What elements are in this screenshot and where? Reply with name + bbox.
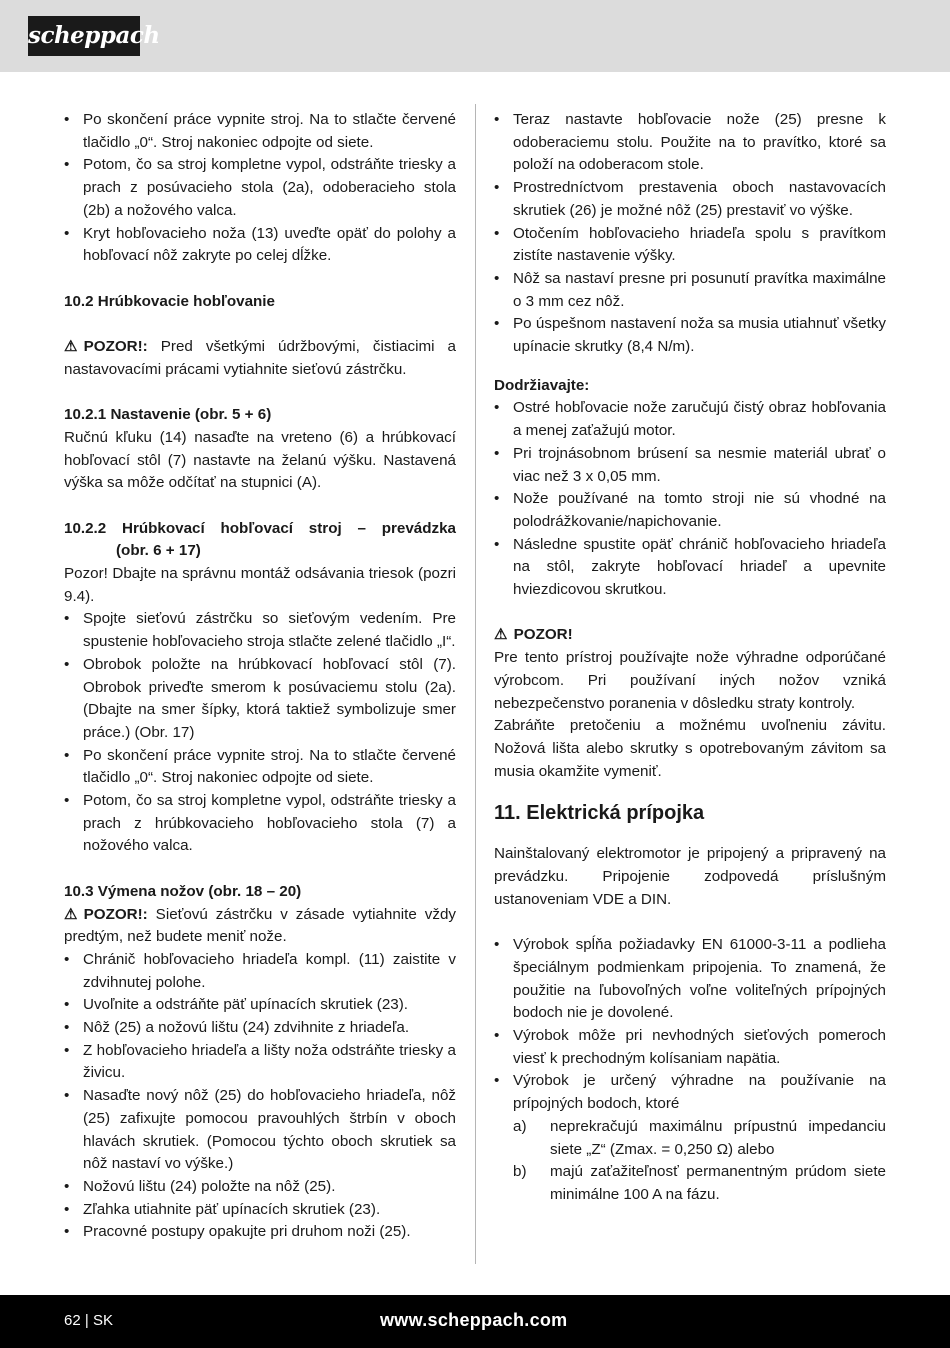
list-item: • Ostré hobľovacie nože zaručujú čistý obraz hobľovania a menej zaťažujú motor.	[494, 397, 886, 442]
heading-10-3: 10.3 Výmena nožov (obr. 18 – 20)	[64, 882, 302, 900]
list-item: • Pracovné postupy opakujte pri druhom noži (25).	[64, 1221, 456, 1244]
left-column	[64, 109, 456, 1244]
sub-item-text: majú zaťažiteľnosť permanentným prúdom siete minimálne 100 A na fázu.	[550, 1163, 886, 1203]
list-item: • Chránič hobľovacieho hriadeľa kompl. (11) zaistite v zdvihnutej polohe.	[64, 949, 456, 994]
warning-heading	[494, 624, 886, 647]
list-dodrziavajte	[494, 397, 886, 601]
website-link[interactable]: www.scheppach.com	[380, 1310, 568, 1330]
page-separator: |	[84, 1312, 89, 1329]
warning-label: POZOR!:	[83, 905, 148, 923]
list-item: • Výrobok je určený výhradne na používanie na prípojných bodoch, ktoré	[494, 1070, 886, 1115]
list-item: • Nasaďte nový nôž (25) do hobľovacieho hriadeľa, nôž (25) zafixujte pomocou pravouhlých štrbín v oboch hlavách skrutiek. (Pomocou týchto oboch skrutiek sa nôž nastaví vo výške.)	[64, 1085, 456, 1176]
list-item: • Zľahka utiahnite päť upínacích skrutiek (23).	[64, 1199, 456, 1222]
heading-word: –	[357, 519, 366, 537]
heading-dodrziavajte: Dodržiavajte:	[494, 376, 590, 394]
column-divider	[475, 104, 476, 1264]
list-item: • Výrobok spĺňa požiadavky EN 61000-3-11 a podlieha špeciálnym podmienkam pripojenia. To znamená, že použitie na ľubovoľných voľne voliteľných prípojných bodoch nie je dovolené.	[494, 934, 886, 1025]
warning-label: POZOR!	[513, 626, 573, 644]
heading-word: stroj	[308, 519, 342, 537]
list-item: • Potom, čo sa stroj kompletne vypol, odstráňte triesky a prach z posúvacieho stola (2a), odoberacieho stola (2b) a nožového valca.	[64, 154, 456, 222]
footer-bar	[0, 1295, 950, 1348]
list-item: • Nôž sa nastaví presne pri posunutí pravítka maximálne o 3 mm cez nôž.	[494, 268, 886, 313]
list-item: • Teraz nastavte hobľovacie nože (25) presne k odoberaciemu stolu. Použite na to pravítko, ktoré sa položí na odoberacom stole.	[494, 109, 886, 177]
sub-item-text: neprekračujú maximálnu prípustnú impedanciu siete „Z“ (Zmax. = 0,250 Ω) alebo	[550, 1117, 886, 1158]
brand-logo: scheppach	[28, 16, 140, 56]
list-adjust	[494, 109, 886, 359]
heading-word: prevádzka	[381, 519, 456, 537]
list-11	[494, 934, 886, 1116]
list-item: • Nožovú lištu (24) položte na nôž (25).	[64, 1176, 456, 1199]
warning-icon: ⚠	[64, 905, 78, 923]
header-bar	[0, 0, 950, 72]
list-10-3	[64, 949, 456, 1244]
warning-icon: ⚠	[64, 338, 78, 355]
sub-item-label: a)	[513, 1117, 527, 1135]
paragraph-11: Nainštalovaný elektromotor je pripojený a pripravený na prevádzku. Pripojenie zodpovedá príslušným ustanoveniam VDE a DIN.	[494, 845, 886, 908]
heading-10-2-2	[64, 518, 456, 541]
list-item: • Potom, čo sa stroj kompletne vypol, odstráňte triesky a prach z hrúbkovacieho hobľovacieho stola (7) a nožového valca.	[64, 790, 456, 858]
heading-word: 10.2.2	[64, 519, 107, 537]
heading-10-2-1: 10.2.1 Nastavenie (obr. 5 + 6)	[64, 406, 272, 424]
list-11-sub	[494, 1116, 886, 1207]
warning-label: POZOR!:	[83, 338, 148, 355]
page-number-value: 62	[64, 1312, 81, 1329]
list-item: • Po skončení práce vypnite stroj. Na to stlačte červené tlačidlo „0“. Stroj nakoniec odpojte od siete.	[64, 109, 456, 154]
list-item: • Po skončení práce vypnite stroj. Na to stlačte červené tlačidlo „0“. Stroj nakoniec odpojte od siete.	[64, 745, 456, 790]
intro-list	[64, 109, 456, 268]
list-item: • Obrobok položte na hrúbkovací hobľovací stôl (7). Obrobok priveďte smerom k posúvaciemu stolu (2a). (Dbajte na smer šípky, ktorá taktiež symbolizuje smer práce.) (Obr. 17)	[64, 654, 456, 745]
list-item: • Nože používané na tomto stroji nie sú vhodné na polodrážkovanie/napichovanie.	[494, 488, 886, 533]
list-item: • Výrobok môže pri nevhodných sieťových pomeroch viesť k prechodným kolísaniam napätia.	[494, 1025, 886, 1070]
list-item: • Následne spustite opäť chránič hobľovacieho hriadeľa na stôl, zakryte hobľovací hriadeľ a upevnite hviezdicovou skrutkou.	[494, 534, 886, 602]
list-item: • Po úspešnom nastavení noža sa musia utiahnuť všetky upínacie skrutky (8,4 N/m).	[494, 313, 886, 358]
heading-word: hobľovací	[220, 519, 294, 537]
sub-list-item	[513, 1161, 886, 1206]
paragraph-10-2-2: Pozor! Dbajte na správnu montáž odsávania triesok (pozri 9.4).	[64, 565, 456, 605]
paragraph-10-2-1: Ručnú kľuku (14) nasaďte na vreteno (6) a hrúbkovací hobľovací stôl (7) nastavte na želanú výšku. Nastavená výška sa môže odčítať na stupnici (A).	[64, 428, 456, 492]
list-item: • Prostredníctvom prestavenia oboch nastavovacích skrutiek (26) je možné nôž (25) prestaviť vo výške.	[494, 177, 886, 222]
list-item: • Spojte sieťovú zástrčku so sieťovým vedením. Pre spustenie hobľovacieho stroja stlačte zelené tlačidlo „I“.	[64, 608, 456, 653]
list-item: • Uvoľnite a odstráňte päť upínacích skrutiek (23).	[64, 994, 456, 1017]
warning-paragraph-1: Pre tento prístroj používajte nože výhradne odporúčané výrobcom. Pri používaní iných nožov vzniká nebezpečenstvo poranenia v dôsledku straty kontroly.	[494, 649, 886, 712]
warning-icon: ⚠	[494, 626, 508, 644]
warning-10-2	[64, 336, 456, 381]
warning-paragraph-2: Zabráňte pretočeniu a možnému uvoľneniu závitu. Nožová lišta alebo skrutky s opotrebovaným závitom sa musia okamžite vymeniť.	[494, 717, 886, 780]
heading-word: Hrúbkovací	[122, 519, 205, 537]
right-column	[494, 109, 886, 1207]
list-item: • Pri trojnásobnom brúsení sa nesmie materiál ubrať o viac než 3 x 0,05 mm.	[494, 443, 886, 488]
list-item: • Otočením hobľovacieho hriadeľa spolu s pravítkom zistíte nastavenie výšky.	[494, 223, 886, 268]
language-code: SK	[92, 1312, 113, 1329]
sub-list-item	[513, 1116, 886, 1161]
warning-10-3	[64, 904, 456, 949]
heading-10-2: 10.2 Hrúbkovacie hobľovanie	[64, 292, 275, 310]
heading-10-2-2-line2: (obr. 6 + 17)	[116, 542, 201, 560]
page-number	[64, 1311, 113, 1331]
list-10-2-2	[64, 608, 456, 858]
warning-text: Sieťovú zástrčku v zásade vytiahnite vždy predtým, než budete meniť nože.	[64, 905, 456, 946]
warning-text: Pred všetkými údržbovými, čistiacimi a nastavovacími prácami vytiahnite sieťovú zástrčku.	[64, 338, 456, 378]
sub-item-label: b)	[513, 1163, 527, 1181]
list-item: • Z hobľovacieho hriadeľa a lišty noža odstráňte triesky a živicu.	[64, 1040, 456, 1085]
list-item: • Nôž (25) a nožovú lištu (24) zdvihnite z hriadeľa.	[64, 1017, 456, 1040]
heading-11: 11. Elektrická prípojka	[494, 802, 705, 825]
list-item: • Kryt hobľovacieho noža (13) uveďte opäť do polohy a hobľovací nôž zakryte po celej dĺžke.	[64, 223, 456, 268]
